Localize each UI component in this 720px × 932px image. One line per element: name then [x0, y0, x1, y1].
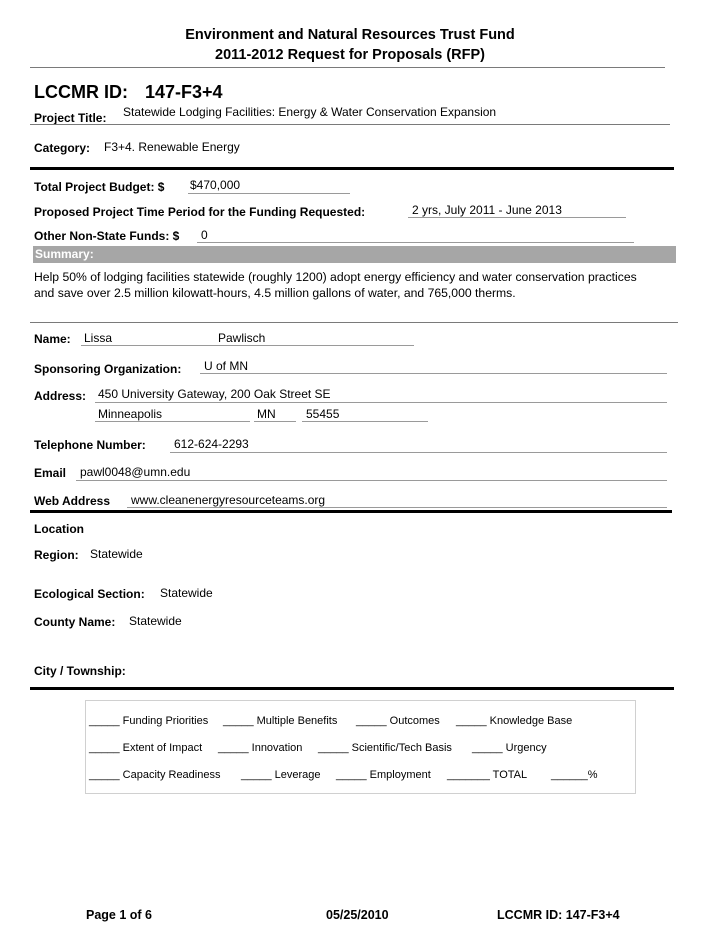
header-title-line1: Environment and Natural Resources Trust Fund [185, 27, 515, 43]
budget-label: Total Project Budget: $ [34, 180, 165, 194]
city-value: Minneapolis [98, 407, 163, 421]
web-address-label: Web Address [34, 494, 111, 508]
budget-value: $470,000 [190, 178, 241, 192]
city-township-label: City / Township: [34, 664, 126, 678]
summary-header: Summary: [33, 246, 676, 263]
ecological-section-label: Ecological Section: [34, 587, 145, 601]
section-divider-2 [30, 510, 672, 513]
location-heading: Location [34, 522, 84, 536]
region-value: Statewide [90, 547, 143, 561]
phone-value: 612-624-2293 [174, 437, 249, 451]
address-line1-underline [95, 402, 667, 403]
section-divider-3 [30, 687, 674, 690]
project-divider [30, 124, 670, 125]
email-value: pawl0048@umn.edu [80, 465, 191, 479]
zip-underline [302, 421, 428, 422]
sponsoring-org-label: Sponsoring Organization: [34, 362, 182, 376]
header-title-line2: 2011-2012 Request for Proposals (RFP) [215, 47, 485, 63]
nonstate-funds-underline [197, 242, 634, 243]
last-name-value: Pawlisch [218, 331, 266, 345]
lccmr-id-value: 147-F3+4 [145, 82, 223, 102]
criterion-extent-of-impact: _____ Extent of Impact [89, 742, 203, 754]
summary-divider [30, 322, 678, 323]
summary-text: Help 50% of lodging facilities statewide (roughly 1200) adopt energy efficiency and water conservation practices and save over 2.5 million kilowatt-hours, 4.5 million gallons of water, and 765,000 therms. [34, 270, 637, 300]
state-value: MN [257, 407, 276, 421]
web-address-underline [127, 507, 667, 508]
criterion-knowledge-base: _____ Knowledge Base [456, 715, 573, 727]
project-title-value: Statewide Lodging Facilities: Energy & Water Conservation Expansion [123, 105, 497, 119]
email-label: Email [34, 466, 67, 480]
criterion-capacity-readiness: _____ Capacity Readiness [89, 769, 221, 781]
criterion-percent: ______% [551, 769, 598, 781]
header-divider [30, 67, 665, 68]
criterion-multiple-benefits: _____ Multiple Benefits [223, 715, 338, 727]
email-underline [76, 480, 667, 481]
nonstate-funds-value: 0 [201, 228, 208, 242]
criterion-urgency: _____ Urgency [472, 742, 547, 754]
criterion-outcomes: _____ Outcomes [356, 715, 440, 727]
time-period-label: Proposed Project Time Period for the Funding Requested: [34, 205, 366, 219]
zip-value: 55455 [306, 407, 340, 421]
address-line1-value: 450 University Gateway, 200 Oak Street SE [98, 387, 331, 401]
county-name-value: Statewide [129, 614, 182, 628]
footer-date: 05/25/2010 [326, 908, 389, 922]
lccmr-id-label: LCCMR ID: [34, 82, 128, 102]
criterion-innovation: _____ Innovation [218, 742, 303, 754]
county-name-label: County Name: [34, 615, 116, 629]
sponsoring-org-value: U of MN [204, 359, 249, 373]
web-address-value: www.cleanenergyresourceteams.org [131, 493, 326, 507]
section-divider-1 [30, 167, 674, 170]
city-underline [95, 421, 250, 422]
category-value: F3+4. Renewable Energy [104, 140, 240, 154]
category-label: Category: [34, 141, 91, 155]
time-period-value: 2 yrs, July 2011 - June 2013 [412, 203, 562, 217]
phone-label: Telephone Number: [34, 438, 146, 452]
criterion-leverage: _____ Leverage [241, 769, 321, 781]
budget-underline [188, 193, 350, 194]
project-title-label: Project Title: [34, 111, 107, 125]
name-underline [81, 345, 414, 346]
nonstate-funds-label: Other Non-State Funds: $ [34, 229, 180, 243]
footer-lccmr-id: LCCMR ID: 147-F3+4 [497, 908, 620, 922]
criterion-scientific-tech-basis: _____ Scientific/Tech Basis [318, 742, 452, 754]
criterion-funding-priorities: _____ Funding Priorities [89, 715, 209, 727]
time-period-underline [408, 217, 626, 218]
first-name-value: Lissa [84, 331, 113, 345]
ecological-section-value: Statewide [160, 586, 213, 600]
criterion-employment: _____ Employment [336, 769, 431, 781]
region-label: Region: [34, 548, 79, 562]
criterion-total: _______ TOTAL [447, 769, 528, 781]
footer-page-number: Page 1 of 6 [86, 908, 152, 922]
phone-underline [170, 452, 667, 453]
state-underline [254, 421, 296, 422]
name-label: Name: [34, 332, 71, 346]
address-label: Address: [34, 389, 87, 403]
sponsoring-org-underline [200, 373, 667, 374]
